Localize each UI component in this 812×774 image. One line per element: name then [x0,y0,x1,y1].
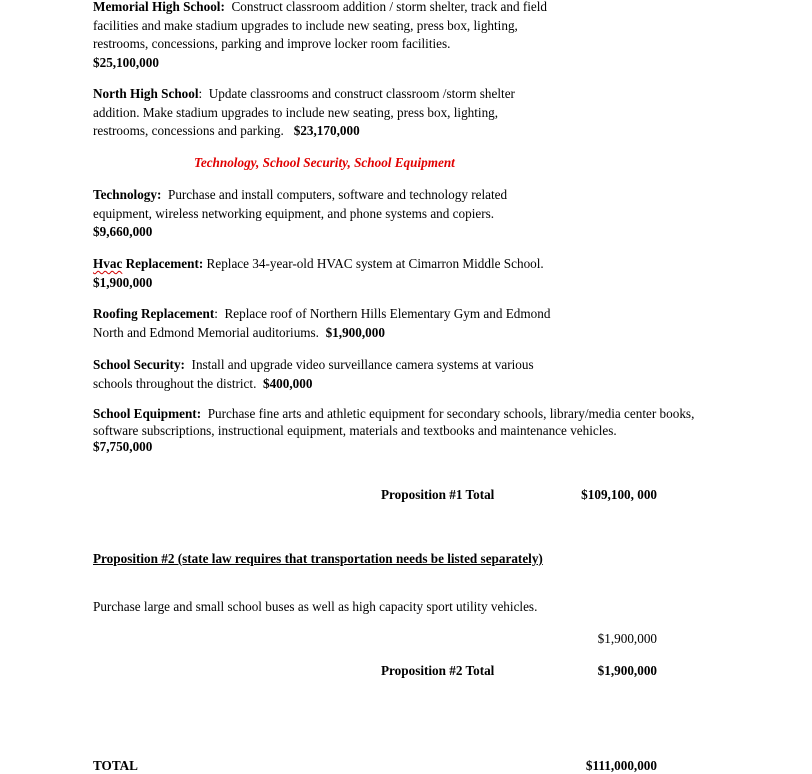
item-amount: $7,750,000 [93,439,153,454]
school-equipment-item [93,406,703,456]
item-title: School Equipment: [93,406,202,421]
item-amount: $9,660,000 [93,224,153,239]
item-title-word: Hvac [93,256,123,271]
grand-total-label: TOTAL [93,758,138,773]
item-description: Replace roof of Northern Hills Elementary Gym and Edmond North and Edmond Memorial auditoriums. [93,306,551,340]
item-description: Replace 34-year-old HVAC system at Cimarron Middle School. [206,256,544,271]
proposition-1-total-label: Proposition #1 Total [381,487,495,502]
item-title: Technology: [93,187,162,202]
school-security-item [93,356,553,393]
item-description: Install and upgrade video surveillance camera systems at various schools throughout the district. [93,357,534,391]
item-amount: $23,170,000 [293,123,360,138]
proposition-2-heading: Proposition #2 (state law requires that transportation needs be listed separately) [93,551,543,566]
item-amount: $1,900,000 [325,324,385,340]
item-title: North High School [93,86,199,101]
memorial-high-school-item [93,0,553,72]
proposition-2-description: Purchase large and small school buses as well as high capacity sport utility vehicles. [93,599,538,614]
section-heading: Technology, School Security, School Equipment [194,155,455,170]
item-amount: $25,100,000 [93,54,159,70]
item-title: Memorial High School: [93,0,225,14]
proposition-2-total-label: Proposition #2 Total [381,663,495,678]
north-high-school-item [93,85,553,141]
item-title: Roofing Replacement [93,306,215,321]
item-amount: $1,900,000 [93,274,153,290]
item-colon: : [214,306,218,321]
grand-total-amount: $111,000,000 [585,758,657,773]
item-title: School Security: [93,357,185,372]
item-title: Replacement: [125,256,204,271]
item-amount: $400,000 [262,375,313,391]
proposition-2-line-amount: $1,900,000 [597,631,657,646]
proposition-1-total-amount: $109,100, 000 [581,487,657,502]
technology-item [93,186,553,242]
item-description: Construct classroom addition / storm shelter, track and field facilities and make stadium upgrades to include new seating, press box, lighting, restrooms, concessions, parking and improve locker room facilities. [93,0,548,51]
item-description: Update classrooms and construct classroom /storm shelter addition. Make stadium upgrades to include new seating, press box, lighting, restrooms, concessions and parking. [93,86,515,138]
roofing-replacement-item [93,305,553,342]
item-description: Purchase fine arts and athletic equipment for secondary schools, library/media center books, software subscriptions, instructional equipment, materials and textbooks and maintenance vehicles. [93,406,695,438]
hvac-replacement-item [93,255,553,292]
item-colon: : [198,86,203,101]
item-description: Purchase and install computers, software and technology related equipment, wireless networking equipment, and phone systems and copiers. [93,187,508,221]
proposition-2-total-amount: $1,900,000 [597,663,657,678]
